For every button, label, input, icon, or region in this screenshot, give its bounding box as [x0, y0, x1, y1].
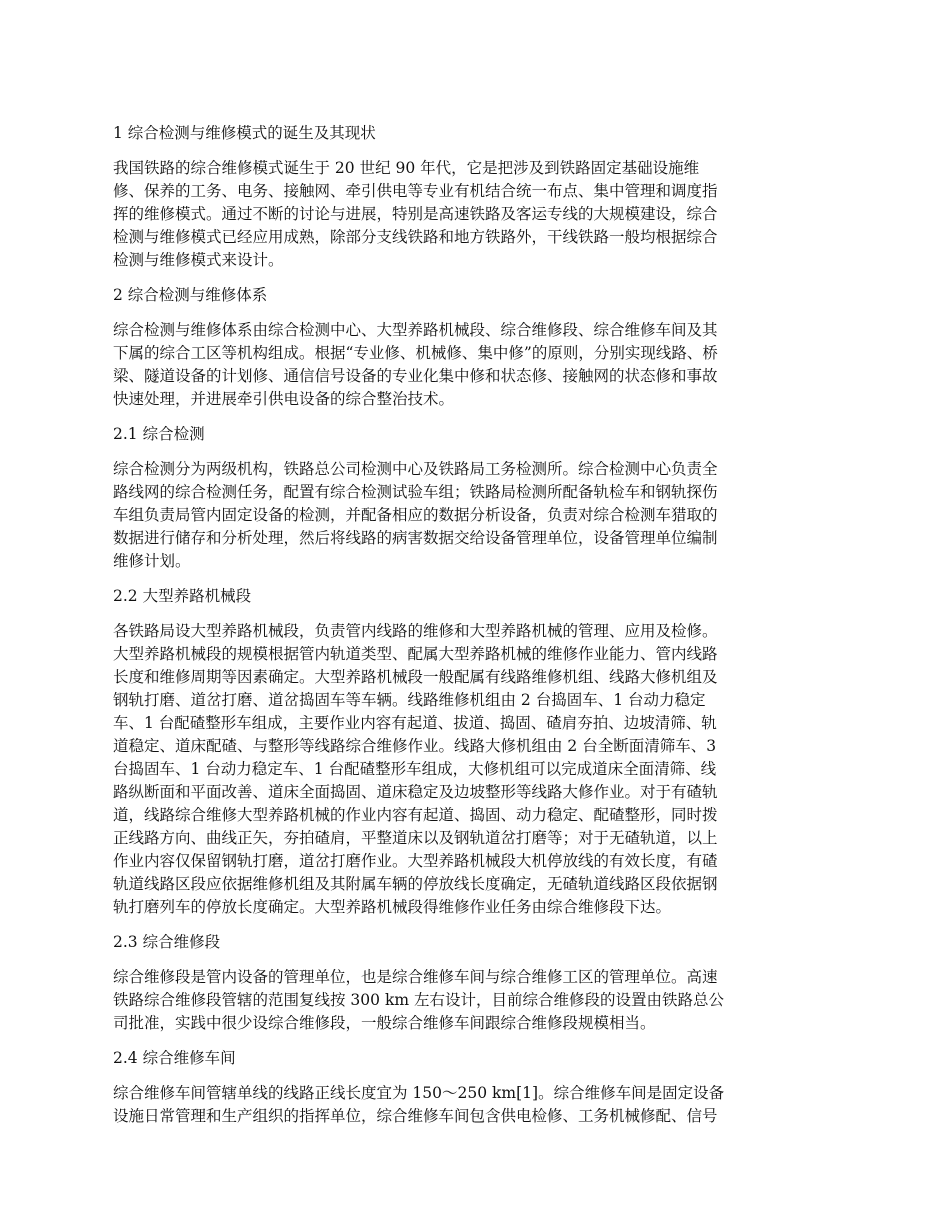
- paragraph-line: 梁、隧道设备的计划修、通信信号设备的专业化集中修和状态修、接触网的状态修和事故: [113, 367, 718, 385]
- paragraph-line: 长度和维修周期等因素确定。大型养路机械段一般配属有线路维修机组、线路大修机组及: [113, 668, 718, 686]
- section-2: [113, 284, 843, 411]
- paragraph-line: 钢轨打磨、道岔打磨、道岔捣固车等车辆。线路维修机组由 2 台捣固车、1 台动力稳定: [113, 691, 706, 709]
- paragraph-line: 挥的维修模式。通过不断的讨论与进展，特别是高速铁路及客运专线的大规模建设，综合: [113, 205, 718, 223]
- paragraph-line: 下属的综合工区等机构组成。根据“专业修、机械修、集中修”的原则，分别实现线路、桥: [113, 344, 718, 362]
- paragraph-line: 综合检测分为两级机构，铁路总公司检测中心及铁路局工务检测所。综合检测中心负责全: [113, 460, 718, 478]
- section-heading: 2.4 综合维修车间: [113, 1049, 236, 1067]
- paragraph-line: 数据进行储存和分析处理，然后将线路的病害数据交给设备管理单位，设备管理单位编制: [113, 529, 718, 547]
- paragraph-line: 大型养路机械段的规模根据管内轨道类型、配属大型养路机械的维修作业能力、管内线路: [113, 645, 718, 663]
- paragraph-line: 作业内容仅保留钢轨打磨，道岔打磨作业。大型养路机械段大机停放线的有效长度，有碴: [113, 852, 718, 870]
- section-paragraph: [113, 1082, 843, 1128]
- paragraph-line: 快速处理，并进展牵引供电设备的综合整治技术。: [113, 390, 455, 408]
- paragraph-line: 各铁路局设大型养路机械段，负责管内线路的维修和大型养路机械的管理、应用及检修。: [113, 622, 718, 640]
- section-heading: 2 综合检测与维修体系: [113, 286, 268, 304]
- section-paragraph: [113, 966, 843, 1035]
- section-paragraph: [113, 620, 843, 919]
- paragraph-line: 铁路综合维修段管辖的范围复线按 300 km 左右设计，目前综合维修段的设置由铁路总公: [113, 991, 724, 1009]
- section-2-4: [113, 1047, 843, 1128]
- paragraph-line: 检测与维修模式已经应用成熟，除部分支线铁路和地方铁路外，干线铁路一般均根据综合: [113, 228, 718, 246]
- section-2-2: [113, 585, 843, 919]
- paragraph-line: 综合维修车间管辖单线的线路正线长度宜为 150～250 km[1]。综合维修车间是固定设备: [113, 1084, 725, 1102]
- paragraph-line: 维修计划。: [113, 552, 191, 570]
- document-body: [113, 122, 843, 1140]
- paragraph-line: 轨道线路区段应依据维修机组及其附属车辆的停放线长度确定，无碴轨道线路区段依据钢: [113, 875, 718, 893]
- paragraph-line: 司批准，实践中很少设综合维修段，一般综合维修车间跟综合维修段规模相当。: [113, 1014, 656, 1032]
- section-2-1: [113, 423, 843, 573]
- paragraph-line: 修、保养的工务、电务、接触网、牵引供电等专业有机结合统一布点、集中管理和调度指: [113, 182, 718, 200]
- paragraph-line: 检测与维修模式来设计。: [113, 251, 284, 269]
- paragraph-line: 台捣固车、1 台动力稳定车、1 台配碴整形车组成，大修机组可以完成道床全面清筛、线: [113, 760, 717, 778]
- section-heading: 1 综合检测与维修模式的诞生及其现状: [113, 124, 376, 142]
- section-paragraph: [113, 319, 843, 411]
- paragraph-line: 我国铁路的综合维修模式诞生于 20 世纪 90 年代，它是把涉及到铁路固定基础设施维: [113, 159, 700, 177]
- paragraph-line: 正线路方向、曲线正矢，夯拍碴肩，平整道床以及钢轨道岔打磨等；对于无碴轨道，以上: [113, 829, 718, 847]
- section-paragraph: [113, 157, 843, 272]
- paragraph-line: 综合检测与维修体系由综合检测中心、大型养路机械段、综合维修段、综合维修车间及其: [113, 321, 718, 339]
- section-heading: 2.1 综合检测: [113, 425, 205, 443]
- paragraph-line: 道，线路综合维修大型养路机械的作业内容有起道、捣固、动力稳定、配碴整形，同时拨: [113, 806, 718, 824]
- paragraph-line: 路纵断面和平面改善、道床全面捣固、道床稳定及边坡整形等线路大修作业。对于有碴轨: [113, 783, 718, 801]
- paragraph-line: 车、1 台配碴整形车组成，主要作业内容有起道、拔道、捣固、碴肩夯拍、边坡清筛、轨: [113, 714, 717, 732]
- paragraph-line: 路线网的综合检测任务，配置有综合检测试验车组；铁路局检测所配备轨检车和钢轨探伤: [113, 483, 718, 501]
- paragraph-line: 轨打磨列车的停放长度确定。大型养路机械段得维修作业任务由综合维修段下达。: [113, 898, 672, 916]
- paragraph-line: 设施日常管理和生产组织的指挥单位，综合维修车间包含供电检修、工务机械修配、信号: [113, 1107, 718, 1125]
- section-paragraph: [113, 458, 843, 573]
- paragraph-line: 车组负责局管内固定设备的检测，并配备相应的数据分析设备，负责对综合检测车猎取的: [113, 506, 718, 524]
- section-heading: 2.2 大型养路机械段: [113, 587, 252, 605]
- section-heading: 2.3 综合维修段: [113, 933, 221, 951]
- section-2-3: [113, 931, 843, 1035]
- paragraph-line: 道稳定、道床配碴、与整形等线路综合维修作业。线路大修机组由 2 台全断面清筛车、3: [113, 737, 717, 755]
- paragraph-line: 综合维修段是管内设备的管理单位，也是综合维修车间与综合维修工区的管理单位。高速: [113, 968, 718, 986]
- section-1: [113, 122, 843, 272]
